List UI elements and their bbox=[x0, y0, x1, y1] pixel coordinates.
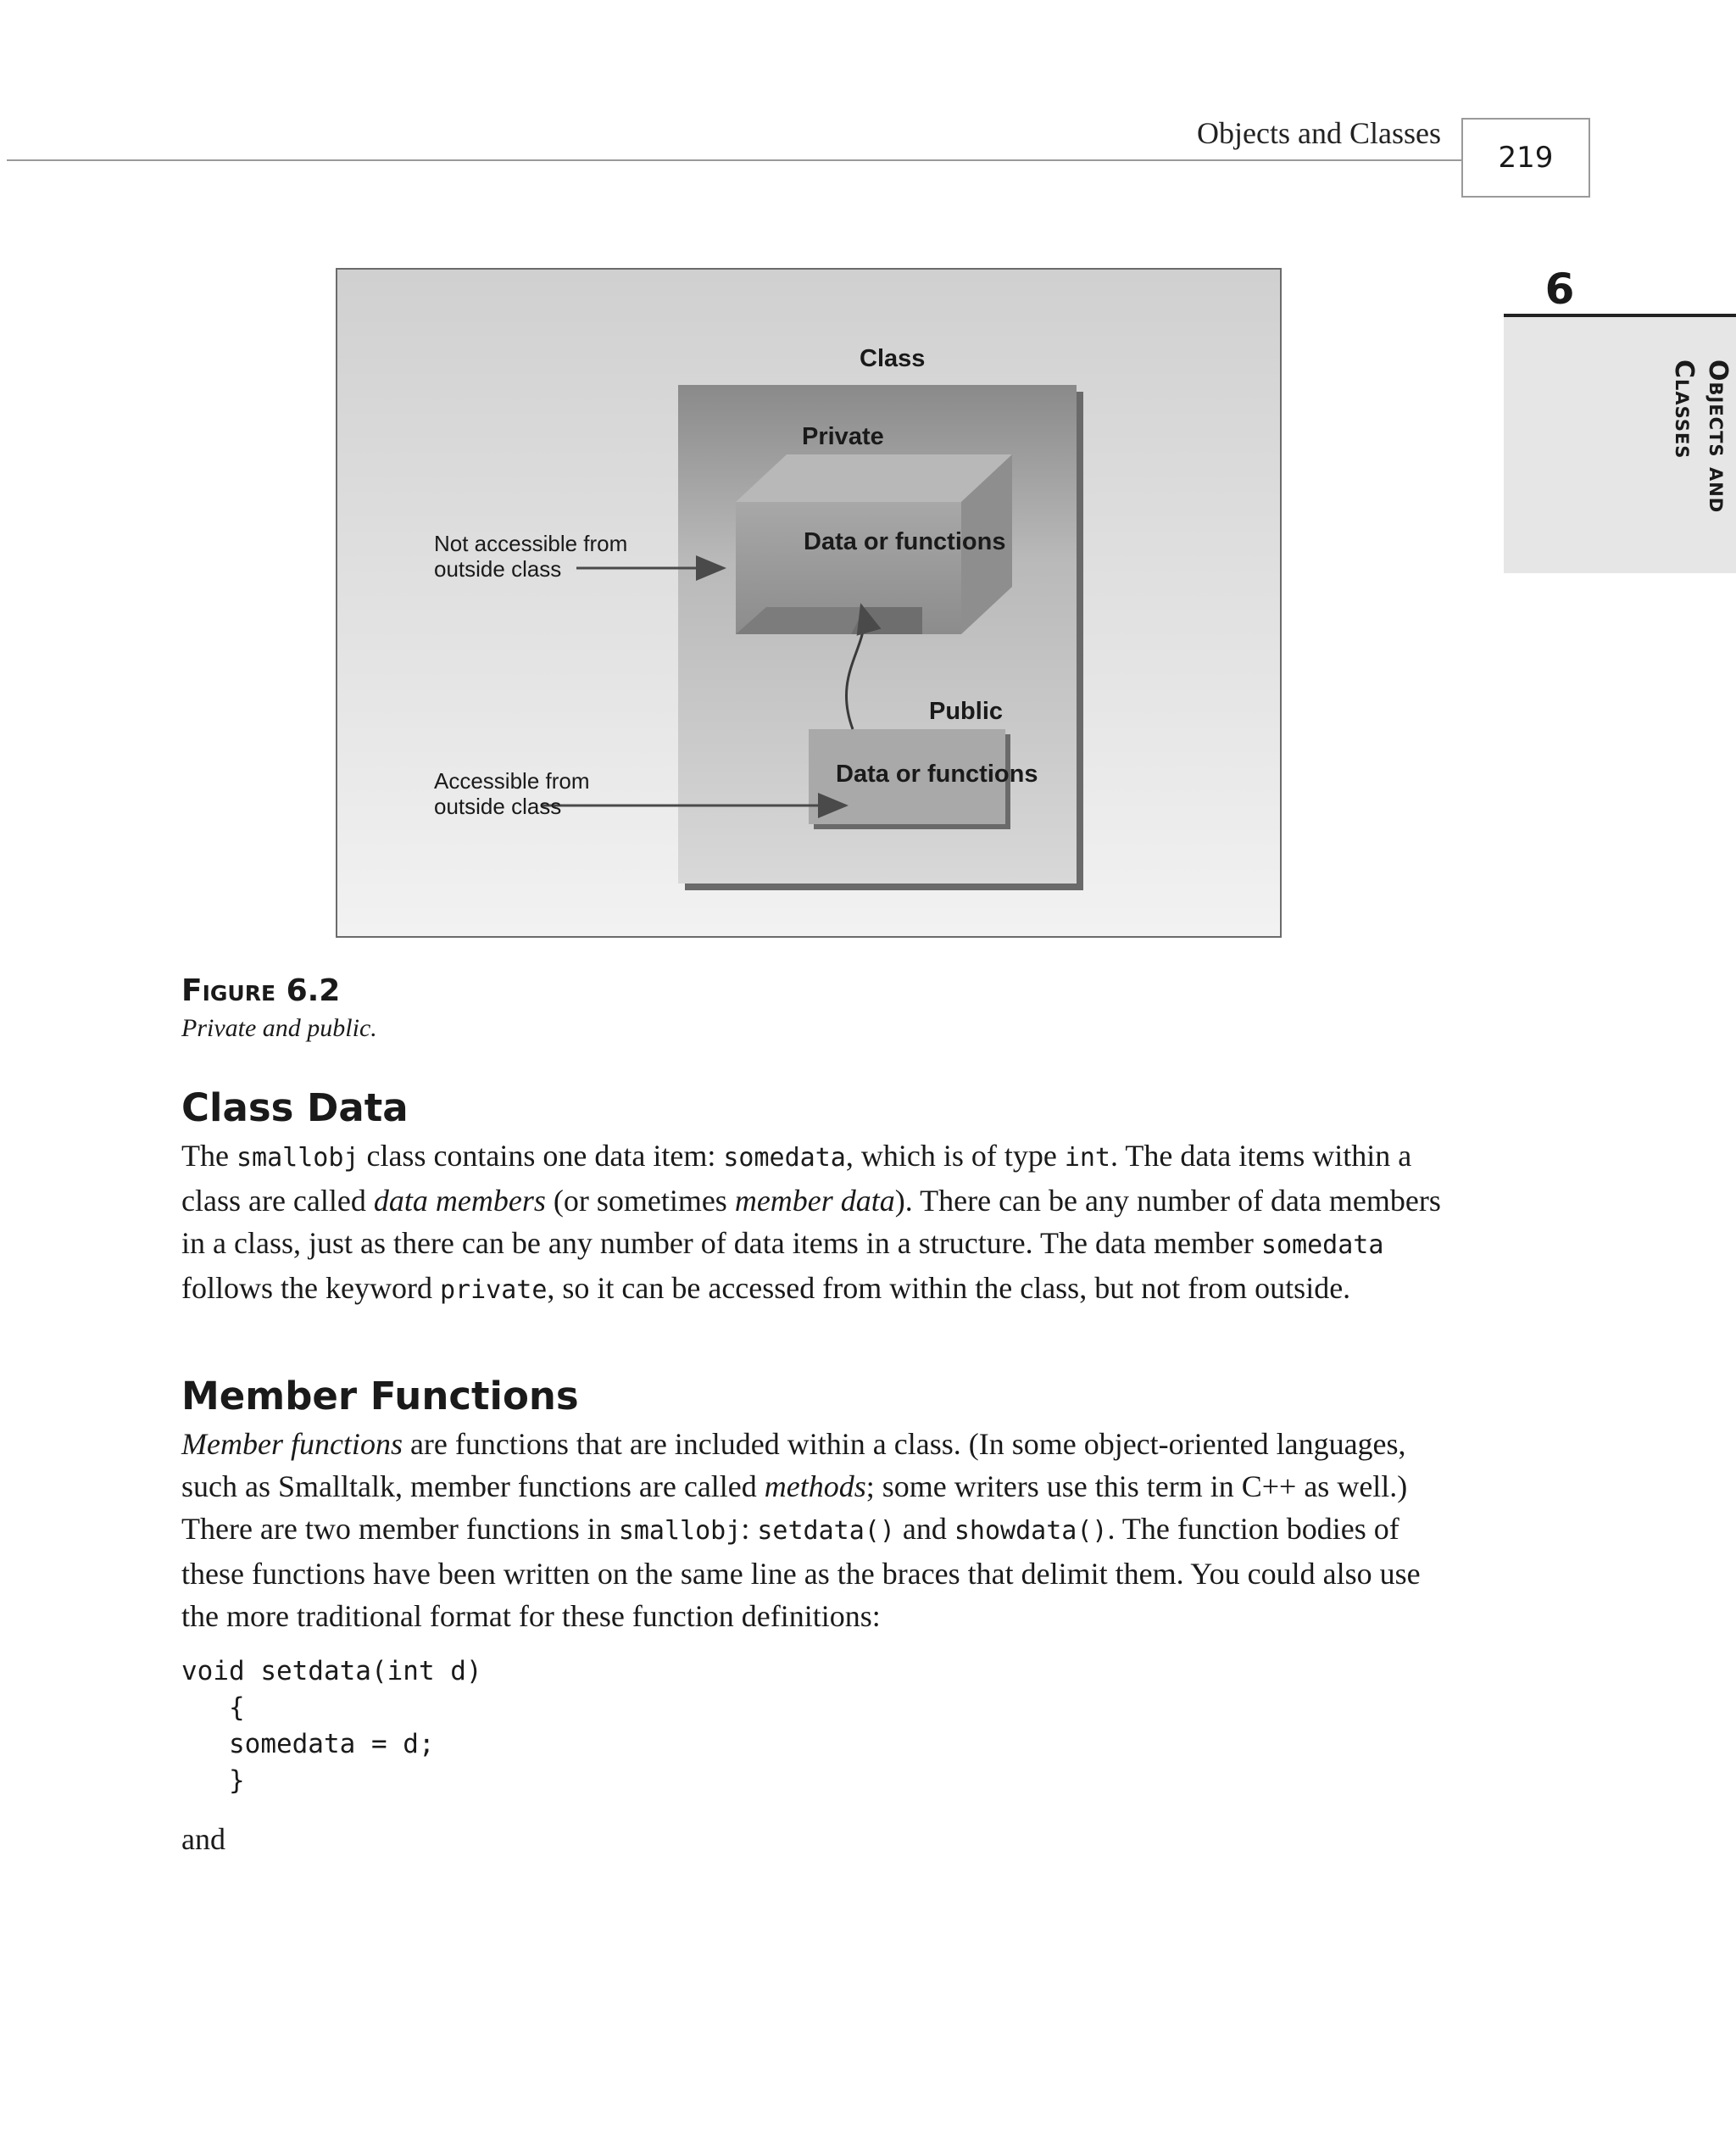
text-run: and bbox=[894, 1512, 954, 1546]
chapter-number: 6 bbox=[1544, 265, 1575, 314]
text-run: (or sometimes bbox=[545, 1184, 735, 1218]
text-run: are functions that are included within a class. (In some object-oriented languages, such as Smalltalk, member functions are called bbox=[181, 1427, 1406, 1503]
text-run: follows the keyword bbox=[181, 1271, 440, 1305]
figure-label: Figure 6.2 bbox=[181, 973, 341, 1008]
code-run: setdata() bbox=[757, 1516, 895, 1546]
private-label: Private bbox=[802, 423, 884, 450]
text-run: The bbox=[181, 1139, 236, 1173]
member-functions-paragraph bbox=[181, 1423, 1453, 1637]
italic-run: Member functions bbox=[181, 1427, 403, 1461]
text-run: , so it can be accessed from within the class, but not from outside. bbox=[547, 1271, 1351, 1305]
class-label: Class bbox=[860, 345, 926, 372]
figure-diagram bbox=[336, 268, 1282, 938]
not-accessible-label-2: outside class bbox=[434, 556, 562, 582]
code-run: somedata bbox=[1260, 1230, 1384, 1260]
header-rule bbox=[7, 159, 1463, 161]
italic-run: data members bbox=[373, 1184, 546, 1218]
accessible-label-1: Accessible from bbox=[434, 768, 590, 794]
code-run: somedata bbox=[723, 1143, 846, 1173]
not-accessible-label-1: Not accessible from bbox=[434, 531, 628, 556]
private-box-text: Data or functions bbox=[804, 528, 1006, 555]
chapter-tab-line-1: Objects and bbox=[1703, 360, 1733, 514]
text-run: ; some writers use this term in C++ as well.) There are two member functions in bbox=[181, 1469, 1408, 1546]
text-run: ). There can be any number of data members in a class, just as there can be any number of data items in a structure. The data member bbox=[181, 1184, 1441, 1260]
page-number-box bbox=[1461, 118, 1590, 198]
continuation-text: and bbox=[181, 1822, 225, 1856]
code-run: smallobj bbox=[618, 1516, 742, 1546]
running-title: Objects and Classes bbox=[1197, 116, 1441, 150]
code-run: showdata() bbox=[954, 1516, 1108, 1546]
class-data-paragraph bbox=[181, 1134, 1453, 1312]
public-box-text: Data or functions bbox=[836, 761, 1038, 788]
text-run: . The function bodies of these functions have been written on the same line as the braces that delimit them. You could also use the more traditional format for these function definitions: bbox=[181, 1512, 1421, 1633]
italic-run: methods bbox=[764, 1469, 866, 1503]
italic-run: member data bbox=[734, 1184, 895, 1218]
public-label: Public bbox=[929, 698, 1004, 725]
text-run: , which is of type bbox=[845, 1139, 1065, 1173]
section-heading-member-functions: Member Functions bbox=[181, 1374, 579, 1419]
code-run: int bbox=[1064, 1143, 1110, 1173]
chapter-tab-title bbox=[1666, 360, 1734, 546]
figure-caption: Private and public. bbox=[181, 1014, 377, 1042]
text-run: class contains one data item: bbox=[359, 1139, 724, 1173]
accessible-label-2: outside class bbox=[434, 794, 562, 819]
chapter-tab-line-2: Classes bbox=[1669, 360, 1699, 460]
page-number: 219 bbox=[1498, 141, 1554, 175]
code-listing: void setdata(int d) { somedata = d; } bbox=[181, 1656, 482, 1796]
code-run: private bbox=[439, 1275, 548, 1305]
section-heading-class-data: Class Data bbox=[181, 1085, 409, 1130]
text-run: : bbox=[741, 1512, 758, 1546]
text-run: . The data items within a class are called bbox=[181, 1139, 1412, 1218]
private-public-diagram bbox=[337, 270, 1280, 936]
code-run: smallobj bbox=[236, 1143, 359, 1173]
